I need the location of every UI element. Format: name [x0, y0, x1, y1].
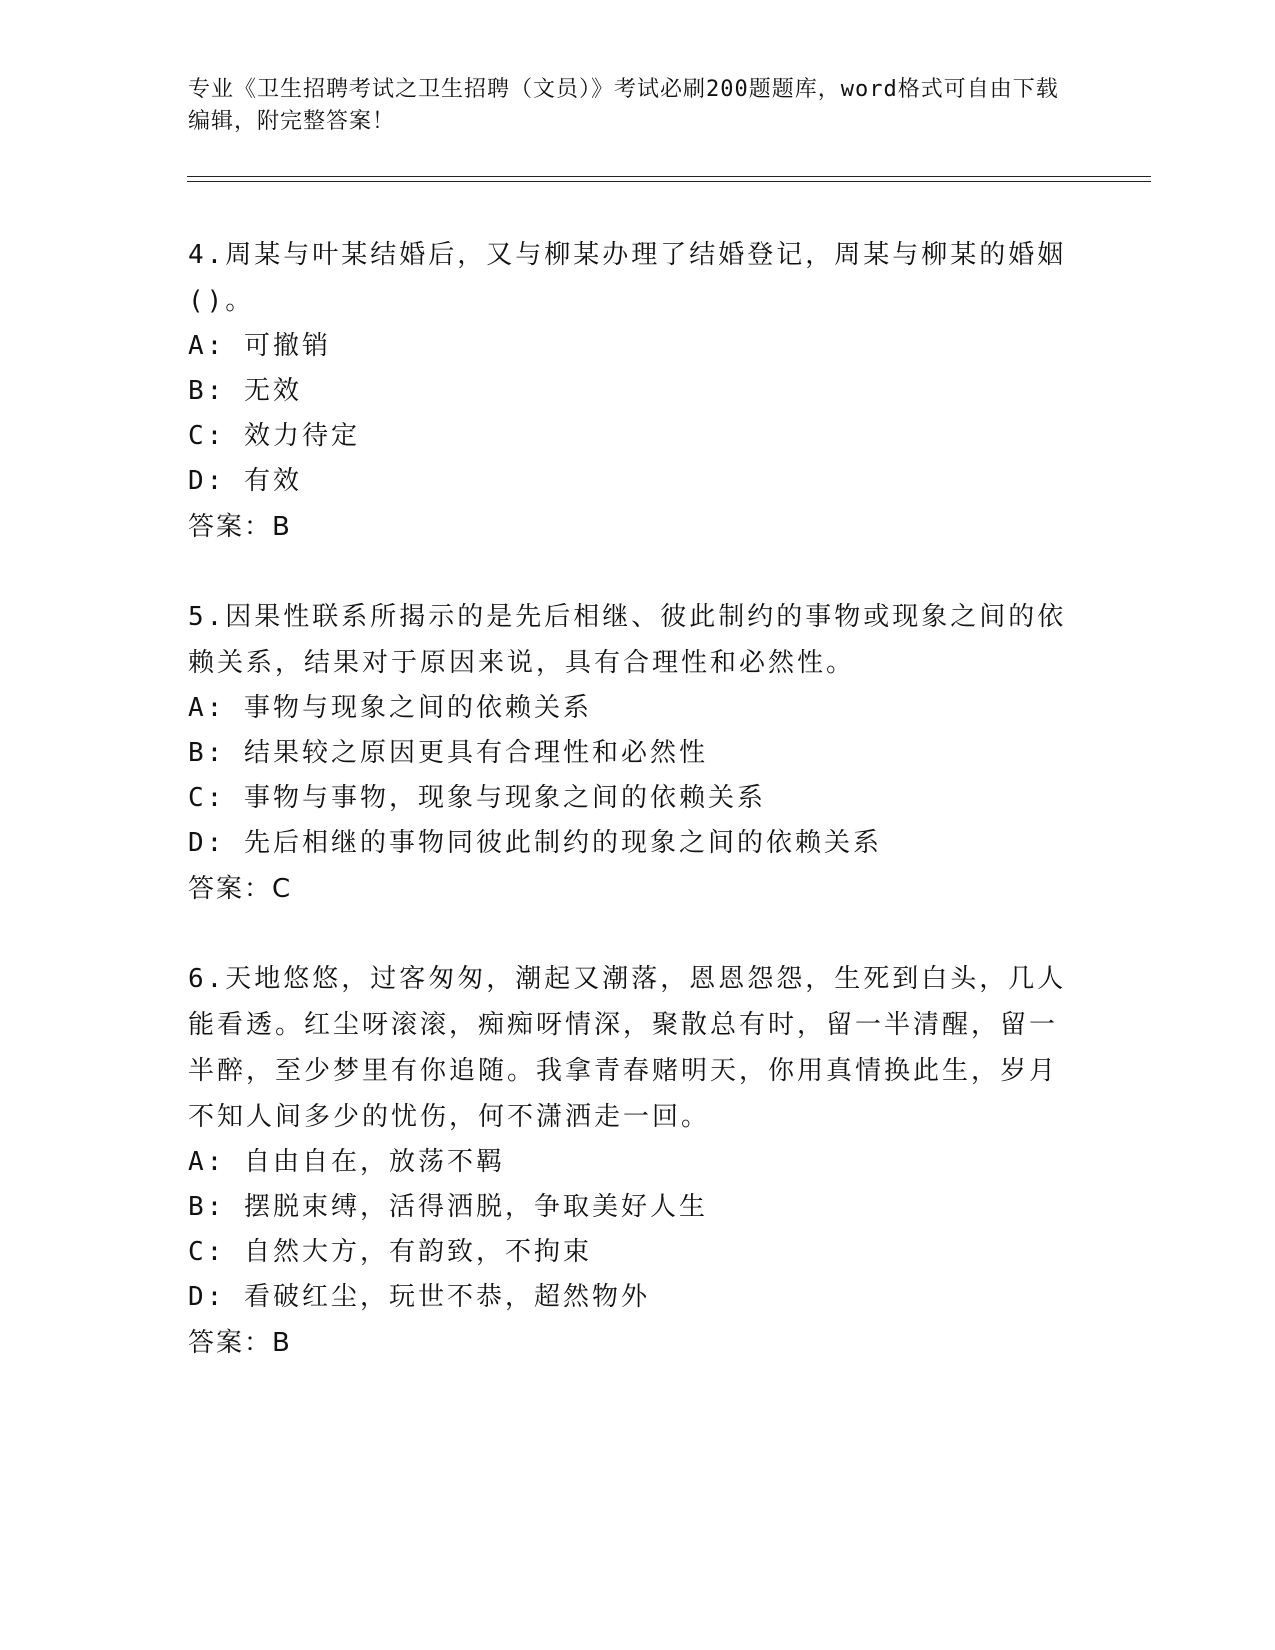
header-rule-top	[187, 176, 1151, 177]
document-header: 专业《卫生招聘考试之卫生招聘（文员）》考试必刷200题题库，word格式可自由下载编辑，附完整答案！	[188, 77, 1059, 134]
question-5	[188, 594, 1068, 912]
header-rule-bottom	[187, 181, 1151, 182]
option-d: D: 先后相继的事物同彼此制约的现象之间的依赖关系	[188, 828, 882, 858]
answer-line: 答案：C	[188, 874, 293, 904]
question-4	[188, 232, 1068, 550]
option-c: C: 自然大方，有韵致，不拘束	[188, 1237, 592, 1267]
question-stem: 6.天地悠悠，过客匆匆，潮起又潮落，恩恩怨怨，生死到白头，几人能看透。红尘呀滚滚，痴痴呀情深，聚散总有时，留一半清醒，留一半醉，至少梦里有你追随。我拿青春赌明天，你用真情换此生，岁月不知人间多少的忧伤，何不潇洒走一回。	[188, 964, 1067, 1132]
question-6	[188, 956, 1068, 1366]
answer-line: 答案：B	[188, 1328, 292, 1358]
option-a: A: 可撤销	[188, 331, 331, 361]
question-stem: 4.周某与叶某结婚后，又与柳某办理了结婚登记，周某与柳某的婚姻()。	[188, 240, 1067, 316]
option-a: A: 自由自在，放荡不羁	[188, 1147, 505, 1177]
option-a: A: 事物与现象之间的依赖关系	[188, 693, 592, 723]
option-c: C: 事物与事物，现象与现象之间的依赖关系	[188, 783, 766, 813]
option-b: B: 无效	[188, 376, 302, 406]
option-c: C: 效力待定	[188, 421, 360, 451]
option-b: B: 结果较之原因更具有合理性和必然性	[188, 738, 708, 768]
question-stem: 5.因果性联系所揭示的是先后相继、彼此制约的事物或现象之间的依赖关系，结果对于原因来说，具有合理性和必然性。	[188, 602, 1067, 678]
answer-line: 答案：B	[188, 512, 292, 542]
option-b: B: 摆脱束缚，活得洒脱，争取美好人生	[188, 1192, 708, 1222]
option-d: D: 有效	[188, 466, 302, 496]
option-d: D: 看破红尘，玩世不恭，超然物外	[188, 1282, 650, 1312]
